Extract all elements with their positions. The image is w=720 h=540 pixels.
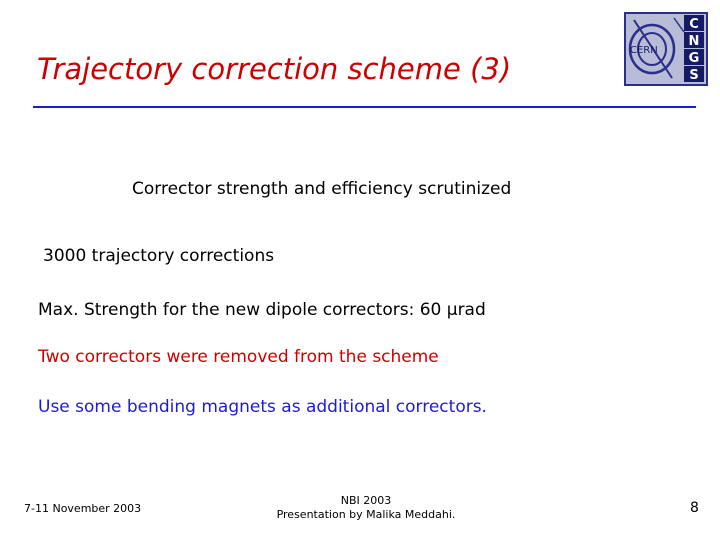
logo-letter-g: G: [688, 51, 700, 66]
logo-emblem-text: CERN: [630, 45, 658, 56]
title-divider: [33, 106, 696, 108]
footer-page-number: 8: [690, 500, 699, 516]
logo-letter-s: S: [689, 68, 699, 83]
body-line-bending-magnets: Use some bending magnets as additional correctors.: [38, 397, 487, 417]
body-line-max-strength: Max. Strength for the new dipole correctors: 60 μrad: [38, 300, 486, 320]
footer-center: [216, 494, 516, 522]
cngs-logo: [624, 12, 708, 86]
logo-letter-c: C: [689, 17, 699, 32]
slide-title: Trajectory correction scheme (3): [37, 52, 512, 86]
logo-letter-n: N: [688, 34, 700, 49]
body-line-corrector-strength: Corrector strength and efficiency scrutinized: [132, 179, 512, 199]
body-line-removed-correctors: Two correctors were removed from the scheme: [38, 347, 439, 367]
footer-event: NBI 2003: [340, 494, 392, 507]
footer-presenter: Presentation by Malika Meddahi.: [276, 508, 456, 521]
body-line-trajectory-corrections: 3000 trajectory corrections: [43, 246, 275, 266]
footer-date: 7-11 November 2003: [24, 502, 142, 515]
